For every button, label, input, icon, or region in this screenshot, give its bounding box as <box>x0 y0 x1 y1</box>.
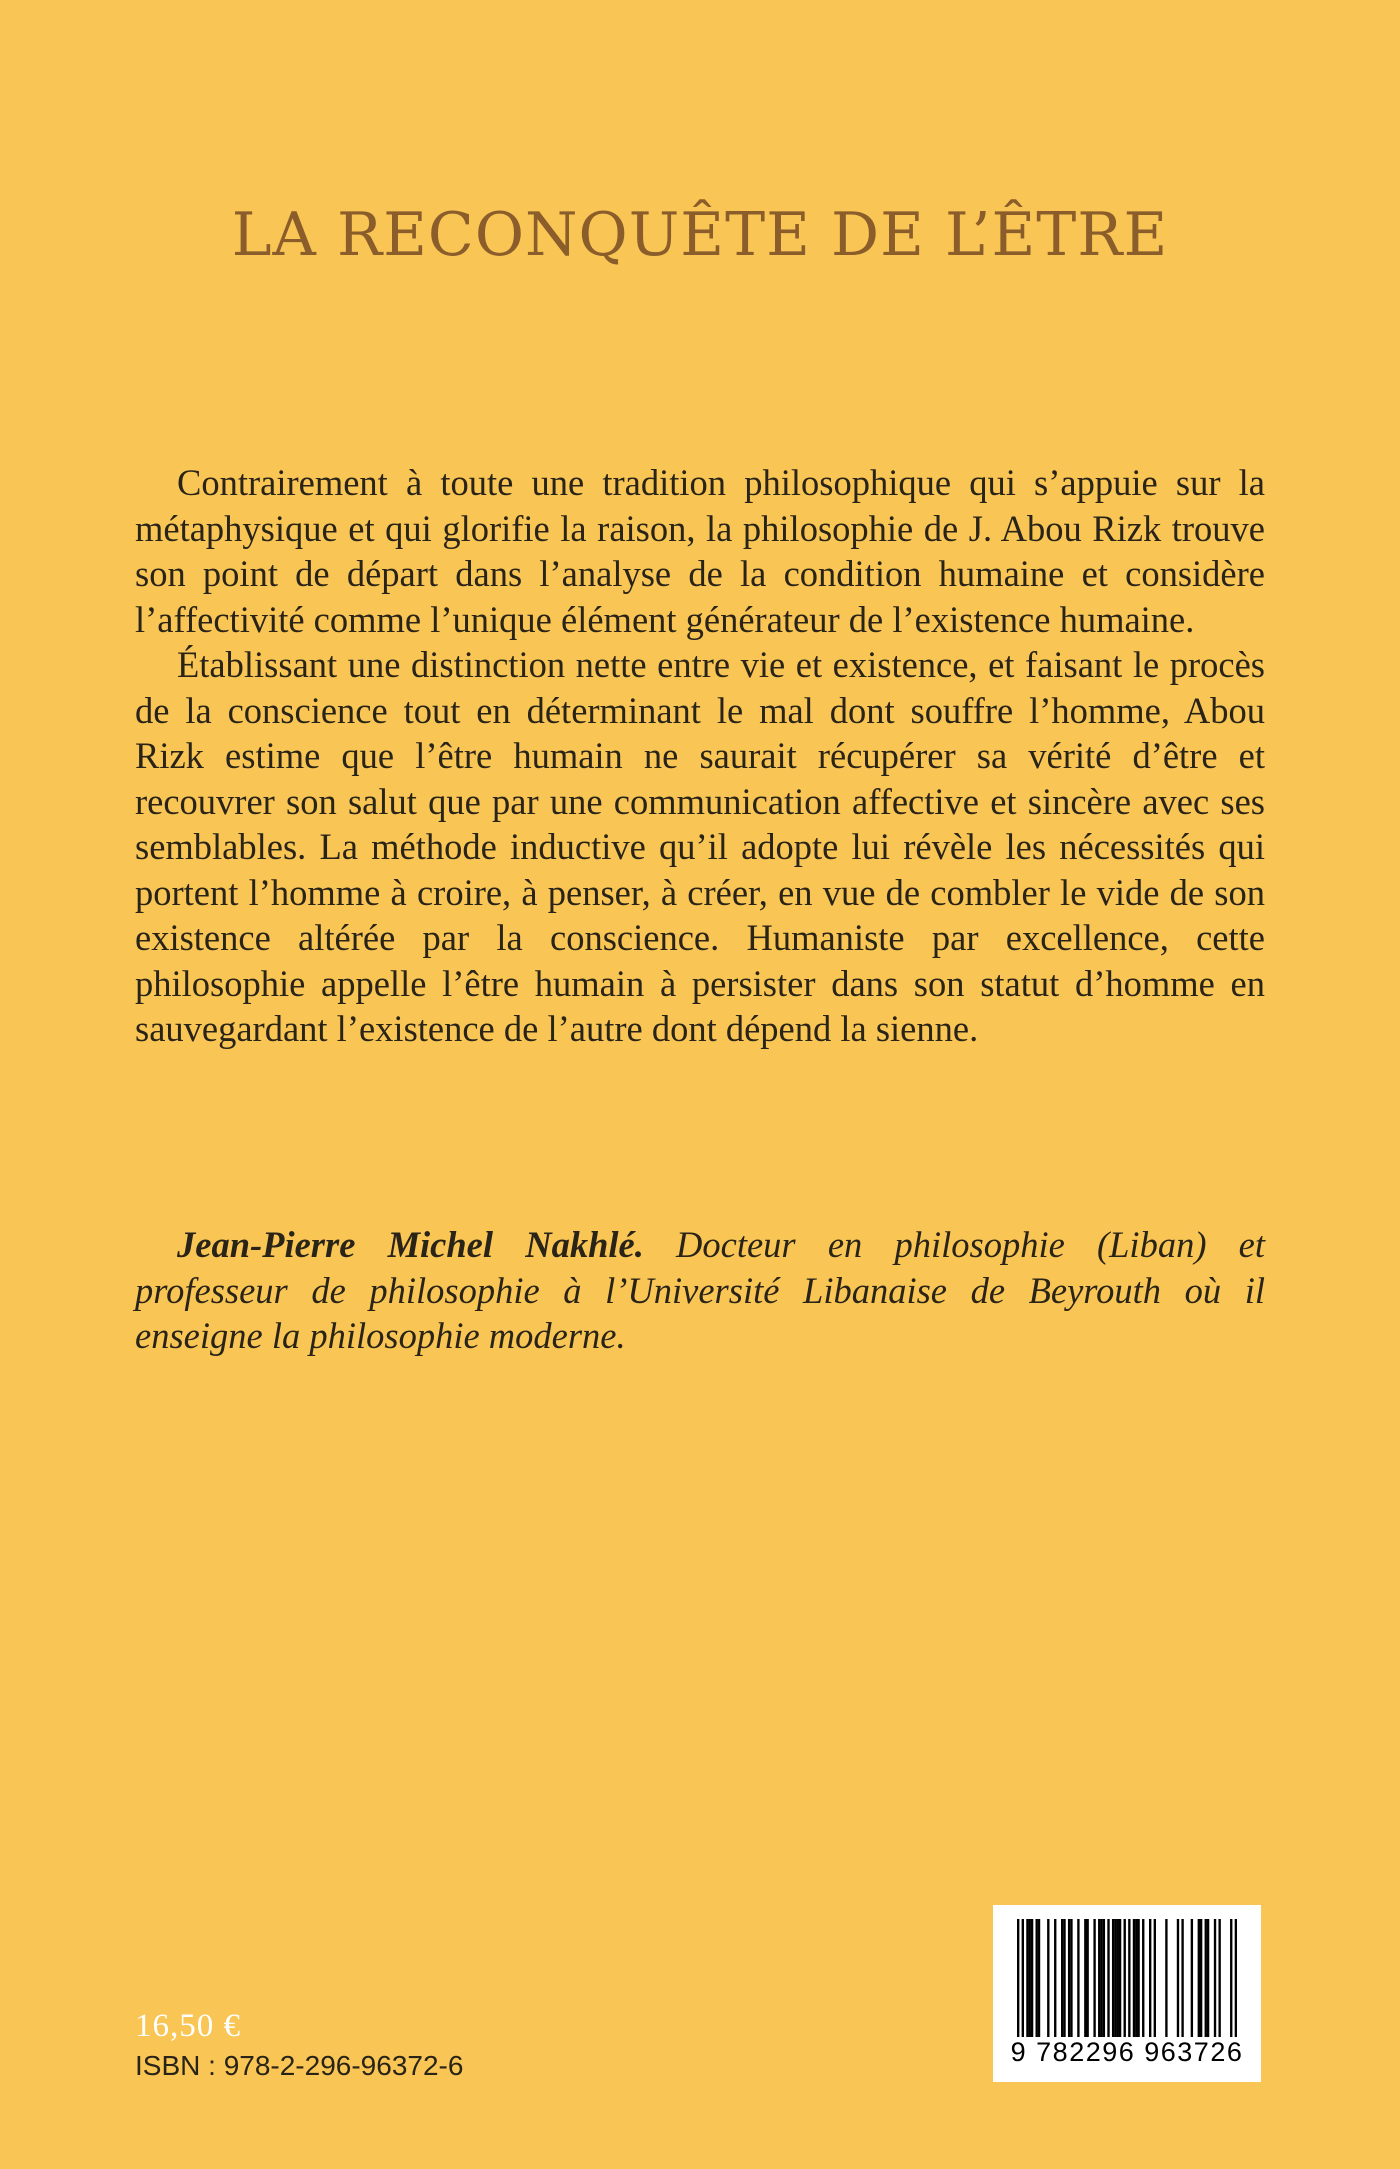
barcode-bar <box>1031 1919 1033 2037</box>
author-name: Jean-Pierre Michel Nakhlé. <box>177 1224 644 1265</box>
barcode-bar <box>1093 1919 1095 2037</box>
barcode-bar <box>1114 1919 1116 2037</box>
barcode-bar <box>1047 1919 1049 2037</box>
barcode-bar <box>1017 1919 1019 2037</box>
barcode-bar <box>1119 1919 1121 2037</box>
barcode-bar <box>1070 1919 1072 2037</box>
barcode-bar <box>1165 1919 1167 2037</box>
barcode-bar <box>1068 1919 1070 2037</box>
barcode-bar <box>1103 1919 1105 2037</box>
barcode-bar <box>1026 1919 1028 2037</box>
barcode-bar <box>1029 1919 1031 2037</box>
barcode-bar <box>1124 1919 1126 2037</box>
barcode-bar <box>1107 1919 1109 2037</box>
barcode-bar <box>1177 1919 1179 2037</box>
barcode-bar <box>1077 1919 1079 2037</box>
back-cover-blurb <box>135 460 1265 1052</box>
barcode-bar <box>1230 1919 1232 2037</box>
barcode-digits: 9 782296 963726 <box>1010 2037 1244 2067</box>
barcode-bar <box>1200 1919 1202 2037</box>
barcode-bar <box>1112 1919 1114 2037</box>
barcode-bar <box>1038 1919 1040 2037</box>
barcode-bar <box>1191 1919 1193 2037</box>
barcode-bar <box>1137 1919 1139 2037</box>
barcode-bars <box>1017 1919 1237 2037</box>
barcode-bar <box>1084 1919 1086 2037</box>
barcode-bar <box>1149 1919 1151 2037</box>
barcode-bar <box>1154 1919 1156 2037</box>
barcode-bar <box>1135 1919 1137 2037</box>
author-bio <box>135 1222 1265 1359</box>
price: 16,50 € <box>135 2008 241 2044</box>
barcode-bar <box>1086 1919 1088 2037</box>
author-bio-text <box>135 1222 1265 1359</box>
barcode-bar <box>1128 1919 1130 2037</box>
barcode-bar <box>1098 1919 1100 2037</box>
blurb-paragraph-1: Contrairement à toute une tradition philosophique qui s’appuie sur la métaphysique et qui glorifie la raison, la philosophie de J. Abou Rizk trouve son point de départ dans l’analyse de la condition humaine et considère l’affectivité comme l’unique élément générateur de l’existence humaine. <box>135 462 1265 640</box>
barcode-bar <box>1117 1919 1119 2037</box>
blurb-paragraph-2: Établissant une distinction nette entre vie et existence, et faisant le procès de la conscience tout en déterminant le mal dont souffre l’homme, Abou Rizk estime que l’être humain ne saurait récupérer sa vérité d’être et recouvrer son salut que par une communication affective et sincère avec ses semblables. La méthode inductive qu’il adopte lui révèle les nécessités qui portent l’homme à croire, à penser, à créer, en vue de combler le vide de son existence altérée par la conscience. Humaniste par excellence, cette philosophie appelle l’être humain à persister dans son statut d’homme en sauvegardant l’existence de l’autre dont dépend la sienne. <box>135 644 1265 1049</box>
barcode-bar <box>1063 1919 1065 2037</box>
isbn: ISBN : 978-2-296-96372-6 <box>135 2050 464 2081</box>
barcode-bar <box>1205 1919 1207 2037</box>
barcode-bar <box>1022 1919 1024 2037</box>
barcode-bar <box>1142 1919 1144 2037</box>
barcode <box>993 1905 1261 2082</box>
barcode-bar <box>1036 1919 1038 2037</box>
barcode-bar <box>1214 1919 1216 2037</box>
barcode-bar <box>1198 1919 1200 2037</box>
author-description: Docteur en philosophie (Liban) et professeur de philosophie à l’Université Libanaise de Beyrouth où il enseigne la philosophie moderne. <box>135 1224 1265 1356</box>
barcode-bar <box>1100 1919 1102 2037</box>
barcode-bar <box>1218 1919 1220 2037</box>
barcode-bar <box>1054 1919 1056 2037</box>
barcode-bar <box>1181 1919 1183 2037</box>
barcode-bar <box>1207 1919 1209 2037</box>
barcode-bar <box>1133 1919 1135 2037</box>
book-title: LA RECONQUÊTE DE L’ÊTRE <box>231 200 1169 270</box>
barcode-bar <box>1235 1919 1237 2037</box>
barcode-bar <box>1061 1919 1063 2037</box>
